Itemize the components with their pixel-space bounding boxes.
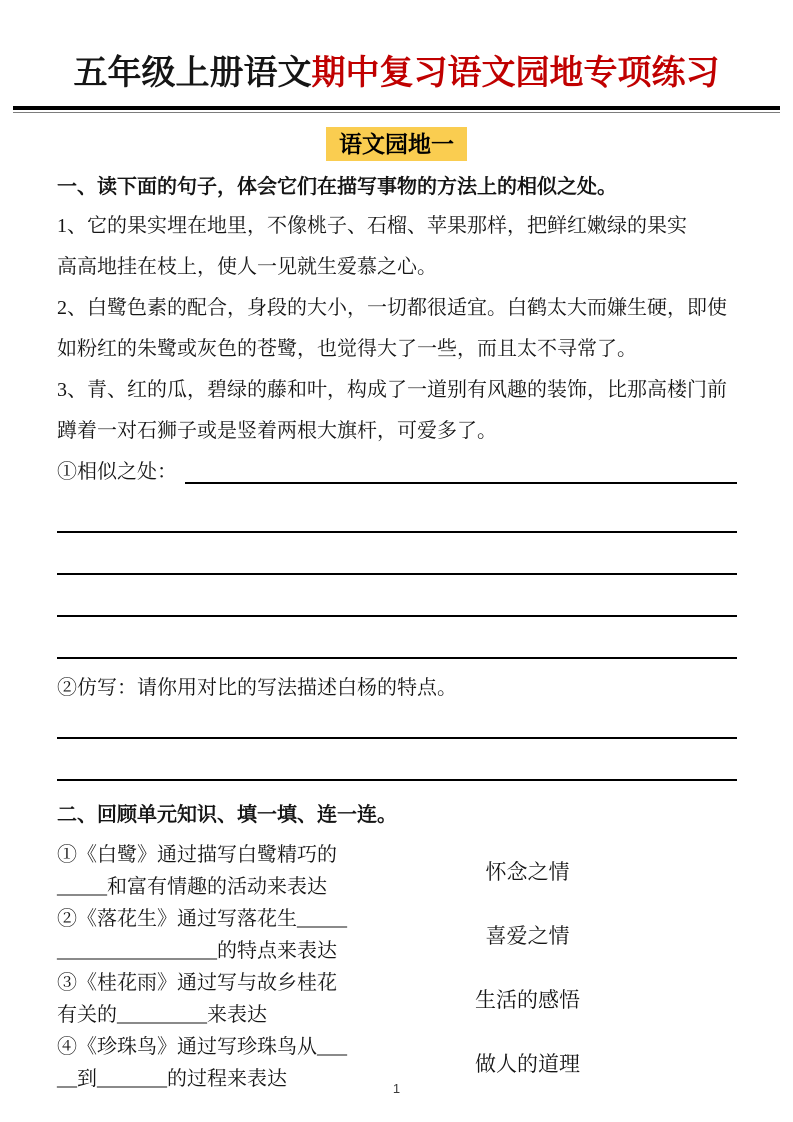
imitation-prompt: ②仿写：请你用对比的写法描述白杨的特点。 xyxy=(57,677,457,699)
match-left-item-2 xyxy=(57,903,435,967)
sentence-2-line-2: 如粉红的朱鹭或灰色的苍鹭，也觉得大了一些，而且太不寻常了。 xyxy=(57,338,637,360)
writing-line xyxy=(57,533,737,575)
match-left-4-line-2: __到_______的过程来表达 xyxy=(57,1068,287,1090)
similarity-question-label: ①相似之处： xyxy=(57,461,177,483)
unit-badge-row xyxy=(0,127,793,161)
sentence-1-line-2: 高高地挂在枝上，使人一见就生爱慕之心。 xyxy=(57,256,437,278)
match-right-item-1 xyxy=(435,839,620,903)
match-right-4-label: 做人的道理 xyxy=(475,1052,580,1076)
section-one-sentences xyxy=(57,206,737,452)
page-title-red-part: 期中复习语文园地专项练习 xyxy=(311,55,720,92)
section-two-heading: 二、回顾单元知识、填一填、连一连。 xyxy=(57,804,397,826)
match-row-1 xyxy=(57,839,737,903)
writing-line xyxy=(57,703,737,739)
match-right-item-3 xyxy=(435,967,620,1031)
page-title xyxy=(0,0,793,96)
section-one-heading: 一、读下面的句子，体会它们在描写事物的方法上的相似之处。 xyxy=(57,176,617,198)
similarity-question-row xyxy=(57,452,737,493)
sentence-3-line-1: 3、青、红的瓜，碧绿的藤和叶，构成了一道别有风趣的装饰，比那高楼门前 xyxy=(57,379,727,401)
match-right-item-2 xyxy=(435,903,620,967)
page-number: 1 xyxy=(392,1081,401,1096)
writing-line xyxy=(57,575,737,617)
writing-line xyxy=(57,493,737,533)
match-row-3 xyxy=(57,967,737,1031)
match-left-4-line-1: ④《珍珠鸟》通过写珍珠鸟从___ xyxy=(57,1036,347,1058)
content-area xyxy=(57,174,737,1095)
match-left-3-line-1: ③《桂花雨》通过写与故乡桂花 xyxy=(57,972,337,994)
title-divider-rule xyxy=(13,106,780,113)
match-left-3-line-2: 有关的_________来表达 xyxy=(57,1004,267,1026)
page-title-black-part: 五年级上册语文 xyxy=(73,55,312,92)
match-row-2 xyxy=(57,903,737,967)
match-left-item-1 xyxy=(57,839,435,903)
writing-line xyxy=(57,617,737,659)
similarity-answer-underline xyxy=(185,482,737,484)
sentence-2-line-1: 2、白鹭色素的配合，身段的大小，一切都很适宜。白鹤太大而嫌生硬，即使 xyxy=(57,297,727,319)
unit-badge: 语文园地一 xyxy=(326,127,467,161)
match-left-1-line-2: _____和富有情趣的活动来表达 xyxy=(57,876,327,898)
match-left-2-line-2: ________________的特点来表达 xyxy=(57,940,337,962)
match-left-item-3 xyxy=(57,967,435,1031)
match-left-1-line-1: ①《白鹭》通过描写白鹭精巧的 xyxy=(57,844,337,866)
sentence-1-line-1: 1、它的果实埋在地里，不像桃子、石榴、苹果那样，把鲜红嫩绿的果实 xyxy=(57,215,687,237)
writing-line xyxy=(57,739,737,781)
match-right-1-label: 怀念之情 xyxy=(485,860,570,884)
match-right-2-label: 喜爱之情 xyxy=(485,924,570,948)
match-right-3-label: 生活的感悟 xyxy=(475,988,580,1012)
match-left-2-line-1: ②《落花生》通过写落花生_____ xyxy=(57,908,347,930)
matching-exercise xyxy=(57,839,737,1095)
sentence-3-line-2: 蹲着一对石狮子或是竖着两根大旗杆，可爱多了。 xyxy=(57,420,497,442)
